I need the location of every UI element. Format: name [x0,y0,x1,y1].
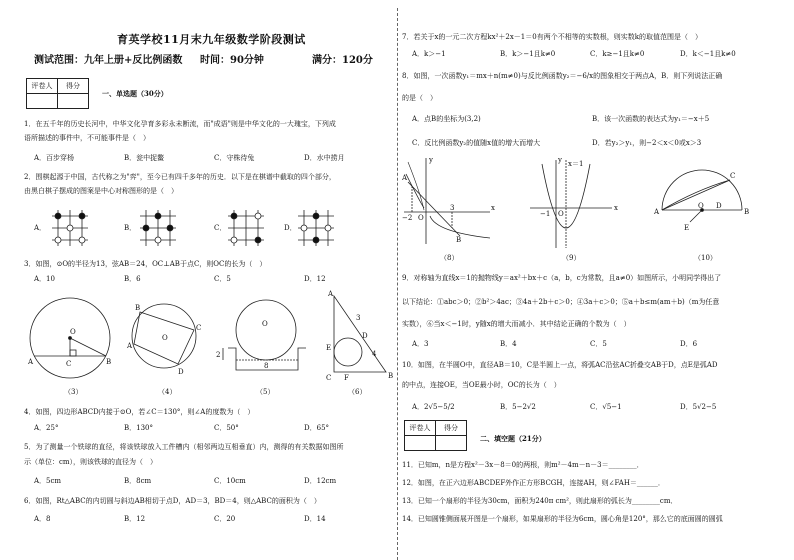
point-d-label: D [362,332,368,340]
question-text: 10．如图，在半圆O中，直径AB＝10，C是半圆上一点，将弧AC沿弦AC折叠交AB于D，点E是弧AD [402,361,718,369]
point-c-label: C [326,374,332,382]
option-a[interactable]: A．8 [34,515,51,523]
go-board-a [52,210,88,246]
option-c[interactable]: C．10cm [214,477,246,485]
point-b-label: B [106,358,112,366]
option-a[interactable]: A．3 [412,340,429,348]
figure-6 [334,296,386,372]
option-c[interactable]: C．反比例函数y₂的值随x值的增大而增大 [412,139,541,147]
option-b[interactable]: B．12 [124,515,146,523]
length-label: 3 [356,314,361,322]
dimension-label: 2 [216,351,221,359]
dimension-label: 8 [264,362,269,370]
point-a-label: A [28,358,34,366]
question-text: 的是（ ） [402,94,437,102]
go-board-c [228,210,264,246]
axis-x-label: x [491,204,495,212]
option-d[interactable]: D．12cm [304,477,337,485]
question-text: 4．如图，四边形ABCD内接于⊙O，若∠C＝130°，则∠A的度数为（ ） [24,408,255,416]
point-a-label: A [402,174,408,182]
option-d[interactable]: D．若y₂＞y₁，则−2＜x＜0或x＞3 [592,139,702,147]
option-c[interactable]: C．5 [590,340,607,348]
question-text: 5．为了测量一个铁球的直径，将该铁球放入工件槽内（相邻两边互相垂直）内，测得的有关数据如图所 [24,443,344,451]
question-text: 9．对称轴为直线x＝1的抛物线y＝ax²＋bx＋c（a，b，c为常数，且a≠0）如图所示，小明同学得出了 [402,274,722,282]
point-o-label: O [70,328,76,336]
point-c-label: C [66,360,72,368]
score-table [26,78,89,109]
score-cell[interactable] [436,436,467,451]
option-a[interactable]: A．k＞−1 [412,50,446,58]
point-o-label: O [162,334,168,342]
option-a[interactable]: A．10 [34,275,55,283]
question-text: 语所描述的事件中，不可能事件是（ ） [24,134,150,142]
option-c[interactable]: C．k≥−1且k≠0 [590,50,645,58]
grader-header: 评卷人 [27,79,58,94]
origin-label: O [558,210,564,218]
full-score: 满分：120分 [312,55,373,66]
figure-caption: （5） [256,388,275,396]
question-text: 6．如图，Rt△ABC的内切圆与斜边AB相切于点D，AD＝3，BD＝4，则△ABC的面积为（ ） [24,497,321,505]
option-b[interactable]: B．瓮中捉鳖 [124,154,165,162]
grader-cell[interactable] [27,94,58,109]
point-e-label: E [684,224,690,232]
question-text: 以下结论：①abc＞0；②b²＞4ac；③4a＋2b＋c＞0；④3a＋c＞0；⑤a＋b≤m(am＋b)（m为任意 [402,298,720,306]
figure-caption: （8） [440,254,459,262]
figure-9 [530,160,612,248]
option-d[interactable]: D．5√2−5 [680,403,717,411]
option-c[interactable]: C．√5−1 [590,403,622,411]
tick-label: 3 [450,204,455,212]
point-o-label: O [698,202,704,210]
time-limit: 时间：90分钟 [200,55,264,66]
question-text: 实数），⑥当x＜−1时，y随x的增大而减小．其中结论正确的个数为（ ） [402,320,631,328]
option-b[interactable]: B．k＞−1且k≠0 [500,50,556,58]
option-d[interactable]: D．12 [304,275,326,283]
section-heading: 二、填空题（21分） [480,434,546,443]
point-b-label: B [456,236,462,244]
grader-header: 评卷人 [405,421,436,436]
option-b[interactable]: B．4 [500,340,517,348]
question-text: 2．围棋起源于中国，古代称之为"弈"，至今已有四千多年的历史．以下是在棋谱中截取的四个部分， [24,173,336,181]
option-c[interactable]: C．20 [214,515,236,523]
option-a[interactable]: A．百步穿杨 [34,154,75,162]
option-d[interactable]: D． [284,224,297,232]
section-heading: 一、单选题（30分） [102,89,168,98]
option-d[interactable]: D．水中捞月 [304,154,345,162]
grader-cell[interactable] [405,436,436,451]
option-a[interactable]: A．点B的坐标为(3,2) [412,115,481,123]
option-a[interactable]: A．5cm [34,477,62,485]
question-text: 13．已知一个扇形的半径为30cm，面积为240π cm²，则此扇形的弧长为________cm． [402,497,678,505]
point-c-label: C [196,324,202,332]
function-figures-row [400,152,772,264]
point-a-label: A [127,342,133,350]
score-table [404,420,467,451]
option-b[interactable]: B．5−2√2 [500,403,536,411]
option-c[interactable]: C．50° [214,424,239,432]
point-b-label: B [135,304,141,312]
question-text: 1．在五千年的历史长河中，中华文化孕育多彩永未断流，而"成语"则是中华文化的一大瑰宝，下列成 [24,120,336,128]
option-a[interactable]: A．2√5−5/2 [412,403,455,411]
question-text: 8．如图，一次函数y₁＝mx＋n(m≠0)与反比例函数y₂＝−6/x的图象相交于两点A，B．则下列说法正确 [402,72,723,80]
tick-label: −2 [402,214,413,222]
left-column [22,0,394,560]
question-text: 7．若关于x的一元二次方程kx²＋2x－1＝0有两个不相等的实数根，则实数k的取值范围是（ ） [402,33,702,41]
option-b[interactable]: B．该一次函数的表达式为y₁＝−x＋5 [592,115,710,123]
option-b[interactable]: B．8cm [124,477,152,485]
option-c[interactable]: C．5 [214,275,231,283]
axis-y-label: y [558,156,562,164]
point-c-label: C [730,172,736,180]
question-text: 的中点，连接OE，当OE最小时，OC的长为（ ） [402,381,561,389]
figure-caption: （3） [64,388,83,396]
point-b-label: B [388,372,394,380]
exam-title: 育英学校11月末九年级数学阶段测试 [117,33,306,46]
option-c[interactable]: C．守株待兔 [214,154,255,162]
figure-caption: （6） [348,388,367,396]
option-b[interactable]: B． [124,224,137,232]
geometry-figures-row [22,290,394,396]
point-d-label: D [716,202,722,210]
option-b[interactable]: B．6 [124,275,141,283]
go-board-b [140,210,176,246]
option-a[interactable]: A． [34,224,47,232]
length-label: 4 [372,350,377,358]
figure-caption: （4） [158,388,177,396]
option-d[interactable]: D．14 [304,515,326,523]
option-d[interactable]: D．65° [304,424,330,432]
point-f-label: F [344,374,349,382]
score-header: 得分 [436,421,467,436]
tick-label: −1 [540,210,551,218]
point-e-label: E [326,344,332,352]
question-text: 11．已知m，n是方程x²－3x－8＝0的两根，则m²－4m－n－3＝________． [402,461,644,469]
figure-5 [223,300,306,370]
point-b-label: B [744,208,750,216]
question-text: 12．如图，在正六边形ABCDEF外作正方形BCGH，连接AH，则∠FAH＝______． [402,479,665,487]
test-scope: 测试范围：九年上册+反比例函数 [34,55,183,66]
option-b[interactable]: B．130° [124,424,154,432]
point-d-label: D [178,368,184,376]
figure-8 [404,158,490,244]
figure-caption: （9） [562,254,581,262]
right-column [400,0,772,560]
option-d[interactable]: D．k＜−1且k≠0 [680,50,736,58]
go-board-d [298,210,334,246]
column-divider [397,8,398,560]
symmetry-axis-label: x＝1 [568,160,584,168]
option-c[interactable]: C． [214,224,227,232]
figure-caption: （10） [694,254,717,262]
origin-label: O [418,214,424,222]
option-a[interactable]: A．25° [34,424,59,432]
go-board-figures [22,202,394,252]
question-text: 14．已知圆锥侧面展开图是一个扇形，如果扇形的半径为6cm，圆心角是120°，那么它的底面圆的圆弧 [402,515,723,523]
point-a-label: A [654,208,660,216]
axis-x-label: x [614,204,618,212]
axis-y-label: y [429,156,433,164]
point-a-label: A [328,290,334,298]
point-o-label: O [262,320,268,328]
question-text: 由黑白棋子摆成的图案是中心对称图形的是（ ） [24,187,178,195]
option-d[interactable]: D．6 [680,340,698,348]
question-text: 3．如图，⊙O的半径为13，弦AB＝24，OC⊥AB于点C，则OC的长为（ ） [24,260,267,268]
score-header: 得分 [58,79,89,94]
score-cell[interactable] [58,94,89,109]
question-text: 示（单位：cm），则该铁球的直径为（ ） [24,458,158,466]
